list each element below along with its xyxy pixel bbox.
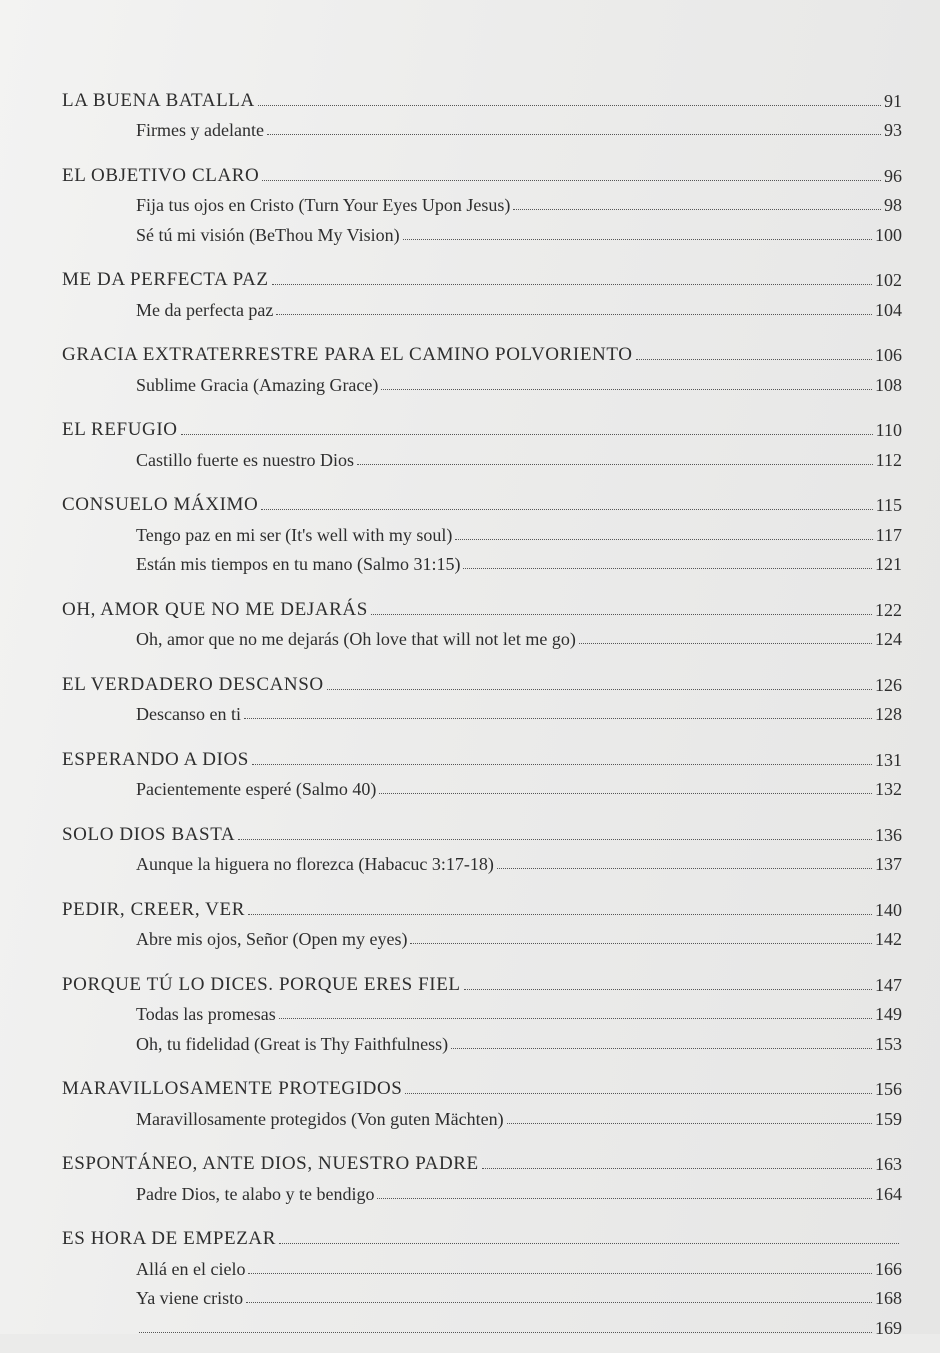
dot-leader xyxy=(248,1273,872,1274)
entry-row-title: Tengo paz en mi ser (It's well with my soul) xyxy=(136,524,453,545)
entry-row-page-number: 108 xyxy=(875,374,902,395)
chapter-heading-page-number: 106 xyxy=(875,345,902,365)
dot-leader xyxy=(377,1198,872,1199)
toc-section xyxy=(62,155,902,244)
chapter-heading-title: PORQUE TÚ LO DICES. PORQUE ERES FIEL xyxy=(62,973,461,995)
entry-row-title: Sé tú mi visión (BeThou My Vision) xyxy=(136,224,400,245)
dot-leader xyxy=(139,1332,872,1333)
entry-row xyxy=(62,1307,902,1337)
chapter-heading-title: ESPERANDO A DIOS xyxy=(62,748,249,770)
entry-row-page-number: 164 xyxy=(875,1183,902,1204)
entry-row-page-number: 132 xyxy=(875,779,902,799)
entry-row xyxy=(62,1098,902,1128)
chapter-heading xyxy=(62,964,902,994)
entry-row xyxy=(62,439,902,469)
entry-row-page-number: 124 xyxy=(875,629,902,649)
entry-row xyxy=(62,544,902,574)
chapter-heading-title: LA BUENA BATALLA xyxy=(62,89,255,111)
dot-leader xyxy=(464,989,872,990)
entry-row-title: Castillo fuerte es nuestro Dios xyxy=(136,449,354,470)
entry-row xyxy=(62,1173,902,1203)
entry-row-page-number: 121 xyxy=(875,554,902,574)
entry-row xyxy=(62,110,902,140)
dot-leader xyxy=(507,1123,872,1124)
entry-row xyxy=(62,844,902,874)
dot-leader xyxy=(371,614,872,615)
entry-row-page-number: 117 xyxy=(875,524,902,545)
chapter-heading xyxy=(62,889,902,919)
chapter-heading-page-number: 136 xyxy=(875,824,902,845)
dot-leader xyxy=(279,1243,899,1244)
chapter-heading xyxy=(62,814,902,844)
dot-leader xyxy=(252,764,872,765)
entry-row-title: Descanso en ti xyxy=(136,704,241,724)
dot-leader xyxy=(381,389,872,390)
dot-leader xyxy=(497,868,872,869)
entry-row-title: Firmes y adelante xyxy=(136,120,264,140)
dot-leader xyxy=(181,434,873,435)
dot-leader xyxy=(636,359,872,360)
entry-row xyxy=(62,1278,902,1308)
chapter-heading-title: MARAVILLOSAMENTE PROTEGIDOS xyxy=(62,1078,403,1099)
entry-row-page-number: 137 xyxy=(875,854,902,874)
toc-section xyxy=(62,485,902,574)
dot-leader xyxy=(248,914,872,915)
chapter-heading-page-number: 102 xyxy=(875,270,902,290)
dot-leader xyxy=(513,209,881,210)
dot-leader xyxy=(579,643,872,644)
toc-section xyxy=(62,814,902,873)
chapter-heading-title: ME DA PERFECTA PAZ xyxy=(62,269,269,290)
toc-section xyxy=(62,664,902,723)
entry-row-page-number: 153 xyxy=(875,1033,902,1054)
dot-leader xyxy=(272,284,872,285)
entry-row-title: Fija tus ojos en Cristo (Turn Your Eyes Upon Jesus) xyxy=(136,195,511,215)
entry-row xyxy=(62,364,902,394)
toc-section xyxy=(62,410,902,469)
chapter-heading xyxy=(62,80,902,110)
dot-leader xyxy=(482,1168,872,1169)
chapter-heading-page-number: 126 xyxy=(875,674,902,695)
dot-leader xyxy=(276,314,872,315)
chapter-heading-page-number: 163 xyxy=(875,1154,902,1174)
entry-row-title: Maravillosamente protegidos (Von guten Mächten) xyxy=(136,1108,504,1129)
chapter-heading-page-number: 156 xyxy=(875,1079,902,1099)
dot-leader xyxy=(410,943,872,944)
toc-section xyxy=(62,589,902,648)
chapter-heading xyxy=(62,335,902,365)
dot-leader xyxy=(451,1048,872,1049)
entry-row xyxy=(62,769,902,799)
chapter-heading xyxy=(62,1144,902,1174)
entry-row xyxy=(62,185,902,215)
chapter-heading-title: EL OBJETIVO CLARO xyxy=(62,164,260,186)
entry-row xyxy=(62,289,902,319)
chapter-heading xyxy=(62,260,902,290)
toc-section xyxy=(62,1219,902,1337)
entry-row xyxy=(62,1023,902,1053)
chapter-heading-page-number: 147 xyxy=(875,974,902,995)
entry-row xyxy=(62,694,902,724)
dot-leader xyxy=(261,509,872,510)
dot-leader xyxy=(262,180,881,181)
entry-row-title: Aunque la higuera no florezca (Habacuc 3:17-18) xyxy=(136,854,494,874)
entry-row-title: Sublime Gracia (Amazing Grace) xyxy=(136,374,379,395)
chapter-heading-title: OH, AMOR QUE NO ME DEJARÁS xyxy=(62,598,368,620)
entry-row-page-number: 104 xyxy=(875,299,902,320)
chapter-heading-page-number: 110 xyxy=(875,420,902,440)
chapter-heading-title: SOLO DIOS BASTA xyxy=(62,823,236,845)
toc-section xyxy=(62,335,902,394)
entry-row-title: Padre Dios, te alabo y te bendigo xyxy=(136,1183,375,1204)
entry-row-page-number: 98 xyxy=(884,195,902,215)
chapter-heading-page-number: 122 xyxy=(875,599,902,620)
entry-row xyxy=(62,919,902,949)
entry-row-page-number: 166 xyxy=(875,1258,902,1279)
chapter-heading-title: PEDIR, CREER, VER xyxy=(62,898,245,920)
chapter-heading-page-number: 115 xyxy=(875,495,902,515)
chapter-heading xyxy=(62,1069,902,1099)
entry-row-page-number: 100 xyxy=(875,224,902,245)
entry-row-title: Me da perfecta paz xyxy=(136,299,274,320)
chapter-heading-title: EL VERDADERO DESCANSO xyxy=(62,673,324,695)
dot-leader xyxy=(357,464,873,465)
entry-row-title: Oh, tu fidelidad (Great is Thy Faithfulness) xyxy=(136,1033,449,1054)
chapter-heading xyxy=(62,155,902,185)
entry-row-title: Todas las promesas xyxy=(136,1004,276,1024)
chapter-heading xyxy=(62,589,902,619)
dot-leader xyxy=(246,1302,872,1303)
toc-section xyxy=(62,739,902,798)
entry-row-page-number: 159 xyxy=(875,1108,902,1129)
entry-row xyxy=(62,214,902,244)
dot-leader xyxy=(258,105,881,106)
chapter-heading-page-number: 140 xyxy=(875,899,902,920)
dot-leader xyxy=(405,1093,872,1094)
entry-row-page-number: 93 xyxy=(884,120,902,140)
dot-leader xyxy=(455,539,872,540)
dot-leader xyxy=(327,689,872,690)
chapter-heading xyxy=(62,485,902,515)
chapter-heading-page-number: 91 xyxy=(884,90,902,111)
entry-row-title: Oh, amor que no me dejarás (Oh love that will not let me go) xyxy=(136,629,576,649)
toc-section xyxy=(62,260,902,319)
dot-leader xyxy=(244,718,872,719)
entry-row-title: Allá en el cielo xyxy=(136,1258,246,1279)
toc-section xyxy=(62,1069,902,1128)
entry-row-page-number: 168 xyxy=(875,1288,902,1308)
table-of-contents xyxy=(62,80,902,1353)
entry-row-title: Abre mis ojos, Señor (Open my eyes) xyxy=(136,929,408,949)
chapter-heading-page-number: 96 xyxy=(884,165,902,186)
chapter-heading-page-number: 131 xyxy=(875,749,902,770)
dot-leader xyxy=(403,239,872,240)
entry-row-page-number: 128 xyxy=(875,704,902,724)
chapter-heading xyxy=(62,1219,902,1249)
dot-leader xyxy=(379,793,872,794)
dot-leader xyxy=(238,839,872,840)
entry-row-title: Ya viene cristo xyxy=(136,1288,244,1308)
toc-section xyxy=(62,889,902,948)
dot-leader xyxy=(463,568,872,569)
entry-row-page-number: 112 xyxy=(875,449,902,470)
dot-leader xyxy=(267,134,881,135)
toc-section xyxy=(62,964,902,1053)
entry-row xyxy=(62,1248,902,1278)
chapter-heading-title: EL REFUGIO xyxy=(62,419,178,440)
toc-section xyxy=(62,1144,902,1203)
chapter-heading-title: GRACIA EXTRATERRESTRE PARA EL CAMINO POLVORIENTO xyxy=(62,344,633,365)
chapter-heading xyxy=(62,664,902,694)
entry-row-page-number: 149 xyxy=(875,1004,902,1024)
entry-row xyxy=(62,619,902,649)
chapter-heading-title: ES HORA DE EMPEZAR xyxy=(62,1228,277,1249)
dot-leader xyxy=(279,1018,872,1019)
entry-row xyxy=(62,514,902,544)
entry-row xyxy=(62,994,902,1024)
toc-section xyxy=(62,80,902,139)
entry-row-title: Están mis tiempos en tu mano (Salmo 31:15) xyxy=(136,554,461,574)
chapter-heading xyxy=(62,410,902,440)
entry-row-page-number: 142 xyxy=(875,929,902,949)
entry-row-page-number: 169 xyxy=(875,1317,902,1338)
entry-row-title: Pacientemente esperé (Salmo 40) xyxy=(136,779,377,799)
chapter-heading xyxy=(62,739,902,769)
chapter-heading-title: ESPONTÁNEO, ANTE DIOS, NUESTRO PADRE xyxy=(62,1153,479,1174)
chapter-heading-title: CONSUELO MÁXIMO xyxy=(62,494,259,515)
